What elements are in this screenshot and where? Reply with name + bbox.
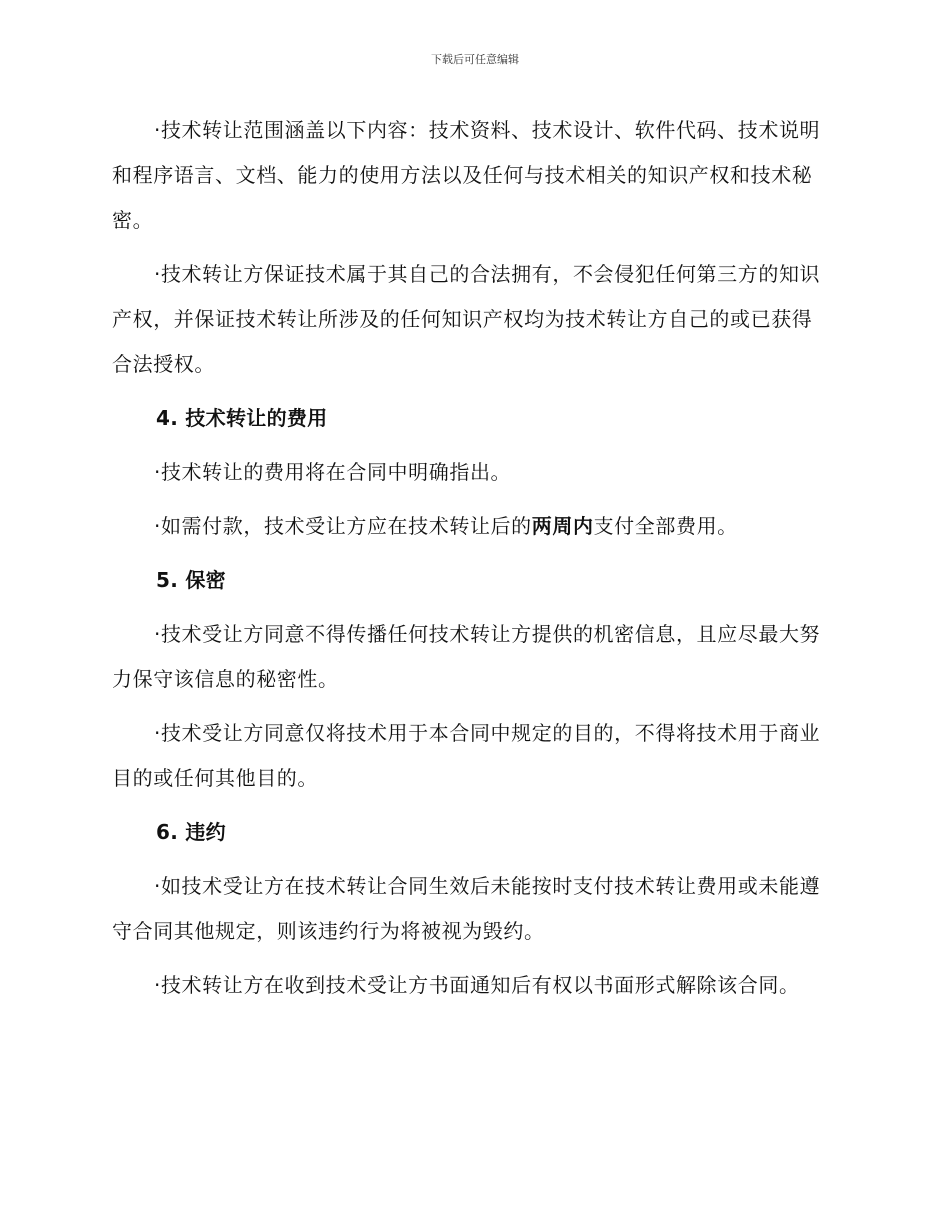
confidentiality-paragraph-2: ·技术受让方同意仅将技术用于本合同中规定的目的，不得将技术用于商业目的或任何其他目的。 [112,721,821,790]
section-heading-confidentiality: 5. 保密 [156,568,226,592]
page-header-note: 下载后可任意编辑 [431,53,519,66]
breach-paragraph-2: ·技术转让方在收到技术受让方书面通知后有权以书面形式解除该合同。 [154,973,800,997]
fees-paragraph-1: ·技术转让的费用将在合同中明确指出。 [154,460,512,484]
fees-paragraph-2-tail: 支付全部费用。 [593,514,738,538]
fees-paragraph-2-lead: ·如需付款，技术受让方应在技术转让后的 [154,514,532,538]
scope-paragraph-2: ·技术转让方保证技术属于其自己的合法拥有，不会侵犯任何第三方的知识产权，并保证技术转让所涉及的任何知识产权均为技术转让方自己的或已获得合法授权。 [112,262,821,376]
fees-deadline-emphasis: 两周内 [531,514,594,538]
document-body [112,108,832,1017]
section-heading-fees: 4. 技术转让的费用 [156,406,328,430]
confidentiality-paragraph-1: ·技术受让方同意不得传播任何技术转让方提供的机密信息，且应尽最大努力保守该信息的秘密性。 [112,622,821,691]
section-heading-breach: 6. 违约 [156,820,226,844]
scope-paragraph-1: ·技术转让范围涵盖以下内容：技术资料、技术设计、软件代码、技术说明和程序语言、文档、能力的使用方法以及任何与技术相关的知识产权和技术秘密。 [112,118,821,232]
breach-paragraph-1: ·如技术受让方在技术转让合同生效后未能按时支付技术转让费用或未能遵守合同其他规定，则该违约行为将被视为毁约。 [112,874,821,943]
fees-paragraph-2 [112,504,832,549]
